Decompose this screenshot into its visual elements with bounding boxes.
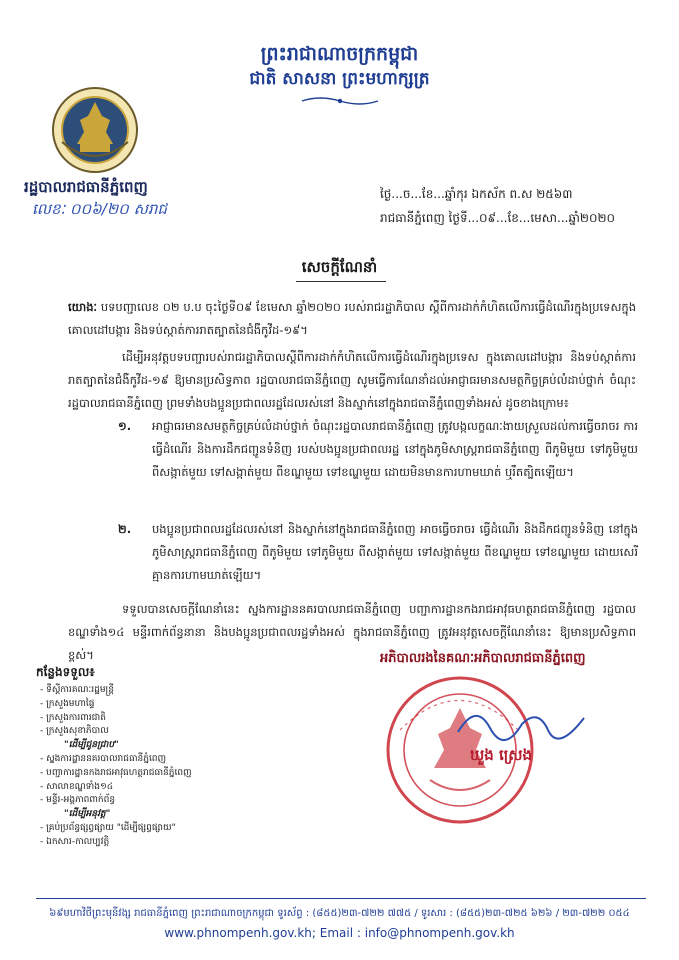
title-underline <box>296 281 386 282</box>
ministry-name: រដ្ឋបាលរាជធានីភ្នំពេញ <box>24 178 148 196</box>
signatory-title: អភិបាលរងនៃគណៈអភិបាលរាជធានីភ្នំពេញ <box>380 651 586 666</box>
list-item: "ដើម្បីជូនជ្រាប" <box>64 740 119 751</box>
recipients-list <box>40 684 192 850</box>
item-number: ១. <box>118 419 132 433</box>
list-item: - បញ្ជាការដ្ឋានកងរាជអាវុធហត្ថរាជធានីភ្នំពេញ <box>40 767 192 778</box>
list-item: អាជ្ញាធរមានសមត្ថកិច្ចគ្រប់លំដាប់ថ្នាក់ ចំណុះរដ្ឋបាលរាជធានីភ្នំពេញ ត្រូវបង្កលក្ខណៈងាយស្រួលដល់ការធ្វើចរាចរ ការធ្វើដំណើរ និងការដឹកជញ្ជូនទំនិញ របស់បងប្អូនប្រជាពលរដ្ឋ នៅក្នុងភូមិសាស្ត្ររាជធានីភ្នំពេញ ពីភូមិមួយ ទៅភូមិមួយ ពីសង្កាត់មួយ ទៅសង្កាត់មួយ ពីខណ្ឌមួយ ទៅខណ្ឌមួយ ដោយមិនមានការហាមឃាត់ ឬរឹតត្បិតឡើយ។ <box>152 419 638 479</box>
footer-contact: www.phnompenh.gov.kh; Email : info@phnompenh.gov.kh <box>164 926 515 940</box>
footer-address: ៦៩មហាវិថីព្រះមុនីវង្ស រាជធានីភ្នំពេញ ព្រះរាជាណាចក្រកម្ពុជា ទូរស័ព្ទ : (៨៥៥)២៣-៧២២ ៧៧៥ / ទូរសារ : (៨៥៥)២៣-៧២៥ ៦២៦ / ២៣-៧២២ ០៥៤ <box>49 908 630 919</box>
list-item: - ឯកសារ-កាលប្បវត្តិ <box>40 836 110 847</box>
city-seal-icon <box>50 84 140 176</box>
reference-paragraph <box>68 296 636 342</box>
signatory-name: ឃួង ស្រេង <box>470 746 533 764</box>
intro-paragraph: ដើម្បីអនុវត្តបទបញ្ជារបស់រាជរដ្ឋាភិបាលស្តីពីការដាក់កំហិតលើការធ្វើដំណើរក្នុងប្រទេស ក្នុងគោលដៅបង្ការ និងទប់ស្កាត់ការរាតត្បាតនៃជំងឺកូវីដ-១៩ ឱ្យមានប្រសិទ្ធភាព រដ្ឋបាលរាជធានីភ្នំពេញ សូមធ្វើការណែនាំដល់អាជ្ញាធរមានសមត្ថកិច្ចគ្រប់លំដាប់ថ្នាក់ ចំណុះរដ្ឋបាលរាជធានីភ្នំពេញ ព្រមទាំងបងប្អូនប្រជាពលរដ្ឋដែលរស់នៅ និងស្នាក់នៅក្នុងរាជធានីភ្នំពេញទាំងអស់ ដូចខាងក្រោម៖ <box>68 350 636 410</box>
reference-label: យោងៈ <box>68 300 98 314</box>
list-item: - ក្រសួងមហាផ្ទៃ <box>40 698 95 709</box>
signature-scribble-icon <box>452 698 592 748</box>
item-number: ២. <box>118 522 132 536</box>
list-item: - មន្ទីរ-អង្គភាពពាក់ព័ន្ធ <box>40 795 116 806</box>
header-motto: ជាតិ សាសនា ព្រះមហាក្សត្រ <box>249 69 430 89</box>
list-item: - ស្នងការដ្ឋាននគរបាលរាជធានីភ្នំពេញ <box>40 753 167 764</box>
closing-paragraph: ទទួលបានសេចក្តីណែនាំនេះ ស្នងការដ្ឋាននគរបាលរាជធានីភ្នំពេញ បញ្ជាការដ្ឋានកងរាជអាវុធហត្ថរាជធានីភ្នំពេញ រដ្ឋបាលខណ្ឌទាំង១៤ មន្ទីរពាក់ព័ន្ធនានា និងបងប្អូនប្រជាពលរដ្ឋទាំងអស់ ក្នុងរាជធានីភ្នំពេញ ត្រូវអនុវត្តសេចក្តីណែនាំនេះ ឱ្យមានប្រសិទ្ធភាពខ្ពស់។ <box>68 602 636 662</box>
list-item: បងប្អូនប្រជាពលរដ្ឋដែលរស់នៅ និងស្នាក់នៅក្នុងរាជធានីភ្នំពេញ អាចធ្វើចរាចរ ធ្វើដំណើរ និងដឹកជញ្ជូនទំនិញ នៅក្នុងភូមិសាស្ត្ររាជធានីភ្នំពេញ ពីភូមិមួយ ទៅភូមិមួយ ពីសង្កាត់មួយ ទៅសង្កាត់មួយ ពីខណ្ឌមួយ ទៅខណ្ឌមួយ ដោយសេរី គ្មានការហាមឃាត់ឡើយ។ <box>152 522 638 582</box>
reference-number: លេខៈ ០០៦/២០ សរាជ <box>32 200 167 218</box>
recipients-title: កន្លែងទទួល៖ <box>36 665 95 679</box>
list-item: - ក្រសួងសុខាភិបាល <box>40 726 109 737</box>
ornament-divider-icon <box>300 94 380 108</box>
footer-divider <box>36 898 646 899</box>
reference-text: បទបញ្ជាលេខ ០២ ប.ប ចុះថ្ងៃទី០៩ ខែមេសា ឆ្នាំ២០២០ របស់រាជរដ្ឋាភិបាល ស្តីពីការដាក់កំហិតលើការធ្វើដំណើរក្នុងប្រទេសក្នុងគោលដៅបង្ការ និងទប់ស្កាត់ការរាតត្បាតនៃជំងឺកូវីដ-១៩។ <box>68 300 636 337</box>
header-kingdom: ព្រះរាជាណាចក្រកម្ពុជា <box>260 43 419 65</box>
list-item: - សាលាខណ្ឌទាំង១៤ <box>40 781 114 792</box>
lunar-date: ថ្ងៃ...ច...ខែ...ឆ្នាំកុរ ឯកស័ក ព.ស ២៥៦៣ <box>380 187 573 201</box>
list-item: - ទីស្តីការគណៈរដ្ឋមន្ត្រី <box>40 685 114 695</box>
list-item: "ដើម្បីអនុវត្ត" <box>64 809 111 820</box>
list-item: - គ្រប់ប្រព័ន្ធផ្សព្វផ្សាយ "ដើម្បីផ្សព្វផ្សាយ" <box>40 822 176 833</box>
list-item: - ក្រសួងការពារជាតិ <box>40 712 106 723</box>
solar-date: រាជធានីភ្នំពេញ ថ្ងៃទី...០៩...ខែ...មេសា...ឆ្នាំ២០២០ <box>380 211 616 225</box>
document-title: សេចក្តីណែនាំ <box>301 258 378 276</box>
